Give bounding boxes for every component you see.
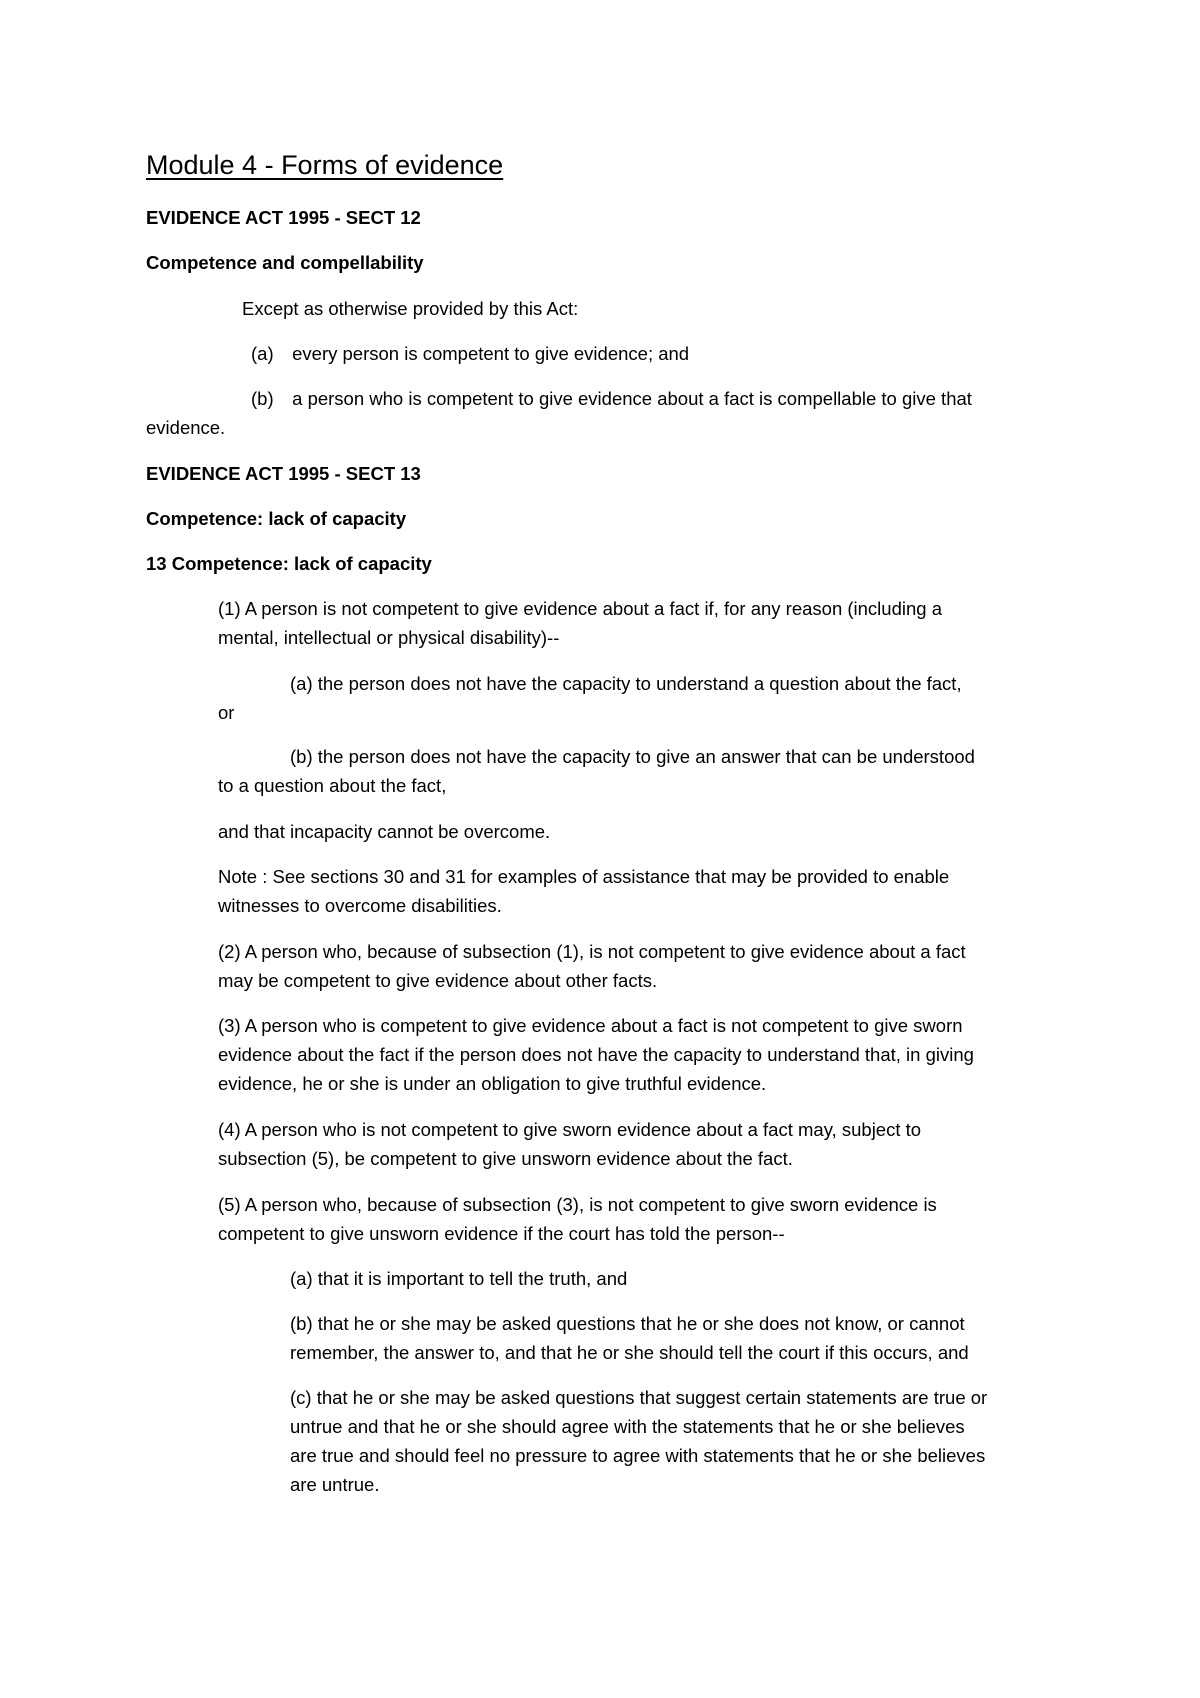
subsection-3-line-1: (3) A person who is competent to give evidence about a fact is not competent to give sworn bbox=[218, 1015, 963, 1036]
note-line-1: Note : See sections 30 and 31 for examples of assistance that may be provided to enable bbox=[218, 866, 950, 887]
subsection-5b bbox=[290, 1309, 969, 1367]
subsection-5 bbox=[218, 1190, 937, 1248]
item-b-label: (b) bbox=[251, 388, 274, 409]
subsection-4-line-2: subsection (5), be competent to give unsworn evidence about the fact. bbox=[218, 1148, 793, 1169]
item-a-label: (a) bbox=[251, 343, 274, 364]
subsection-5-line-1: (5) A person who, because of subsection (3), is not competent to give sworn evidence is bbox=[218, 1194, 937, 1215]
subsection-5c bbox=[290, 1383, 987, 1499]
subsection-1-line-1: (1) A person is not competent to give evidence about a fact if, for any reason (including a bbox=[218, 598, 942, 619]
sect13-subheading: Competence: lack of capacity bbox=[146, 508, 407, 529]
sect12-intro: Except as otherwise provided by this Act: bbox=[242, 298, 579, 319]
item-a-text: every person is competent to give evidence; and bbox=[292, 343, 690, 364]
subsection-5c-line-4: are untrue. bbox=[290, 1474, 380, 1495]
item-b-text: a person who is competent to give evidence about a fact is compellable to give that bbox=[292, 388, 972, 409]
subsection-2-line-1: (2) A person who, because of subsection (1), is not competent to give evidence about a fact bbox=[218, 941, 966, 962]
subsection-1 bbox=[218, 594, 942, 652]
subsection-4-line-1: (4) A person who is not competent to give sworn evidence about a fact may, subject to bbox=[218, 1119, 922, 1140]
sect12-subheading: Competence and compellability bbox=[146, 252, 424, 273]
sect12-heading: EVIDENCE ACT 1995 - SECT 12 bbox=[146, 207, 421, 228]
subsection-3-line-3: evidence, he or she is under an obligation to give truthful evidence. bbox=[218, 1073, 767, 1094]
note-line-2: witnesses to overcome disabilities. bbox=[218, 895, 502, 916]
subsection-2 bbox=[218, 937, 966, 995]
subsection-1b-line-2: to a question about the fact, bbox=[218, 775, 447, 796]
subsection-1-close: and that incapacity cannot be overcome. bbox=[218, 821, 551, 842]
subsection-2-line-2: may be competent to give evidence about other facts. bbox=[218, 970, 658, 991]
subsection-1a-or: or bbox=[218, 702, 235, 723]
subsection-3-line-2: evidence about the fact if the person does not have the capacity to understand that, in giving bbox=[218, 1044, 974, 1065]
page-title: Module 4 - Forms of evidence bbox=[146, 150, 504, 180]
subsection-1a: (a) the person does not have the capacity to understand a question about the fact, bbox=[290, 673, 962, 694]
sect12-item-a bbox=[251, 339, 689, 368]
sect12-item-b-continuation: evidence. bbox=[146, 417, 226, 438]
subsection-5b-line-1: (b) that he or she may be asked questions that he or she does not know, or cannot bbox=[290, 1313, 965, 1334]
subsection-5c-line-3: are true and should feel no pressure to agree with statements that he or she believes bbox=[290, 1445, 986, 1466]
subsection-5c-line-2: untrue and that he or she should agree with the statements that he or she believes bbox=[290, 1416, 965, 1437]
subsection-5-line-2: competent to give unsworn evidence if the court has told the person-- bbox=[218, 1223, 785, 1244]
subsection-5c-line-1: (c) that he or she may be asked questions that suggest certain statements are true or bbox=[290, 1387, 988, 1408]
subsection-5b-line-2: remember, the answer to, and that he or she should tell the court if this occurs, and bbox=[290, 1342, 969, 1363]
subsection-5a: (a) that it is important to tell the truth, and bbox=[290, 1268, 628, 1289]
sect12-item-b bbox=[251, 384, 972, 413]
subsection-1-line-2: mental, intellectual or physical disability)-- bbox=[218, 627, 560, 648]
subsection-3 bbox=[218, 1011, 974, 1098]
subsection-4 bbox=[218, 1115, 921, 1173]
sect13-section-title: 13 Competence: lack of capacity bbox=[146, 553, 432, 574]
subsection-1b-line-1: (b) the person does not have the capacity to give an answer that can be understood bbox=[290, 746, 975, 767]
note bbox=[218, 862, 949, 920]
sect13-heading: EVIDENCE ACT 1995 - SECT 13 bbox=[146, 463, 421, 484]
